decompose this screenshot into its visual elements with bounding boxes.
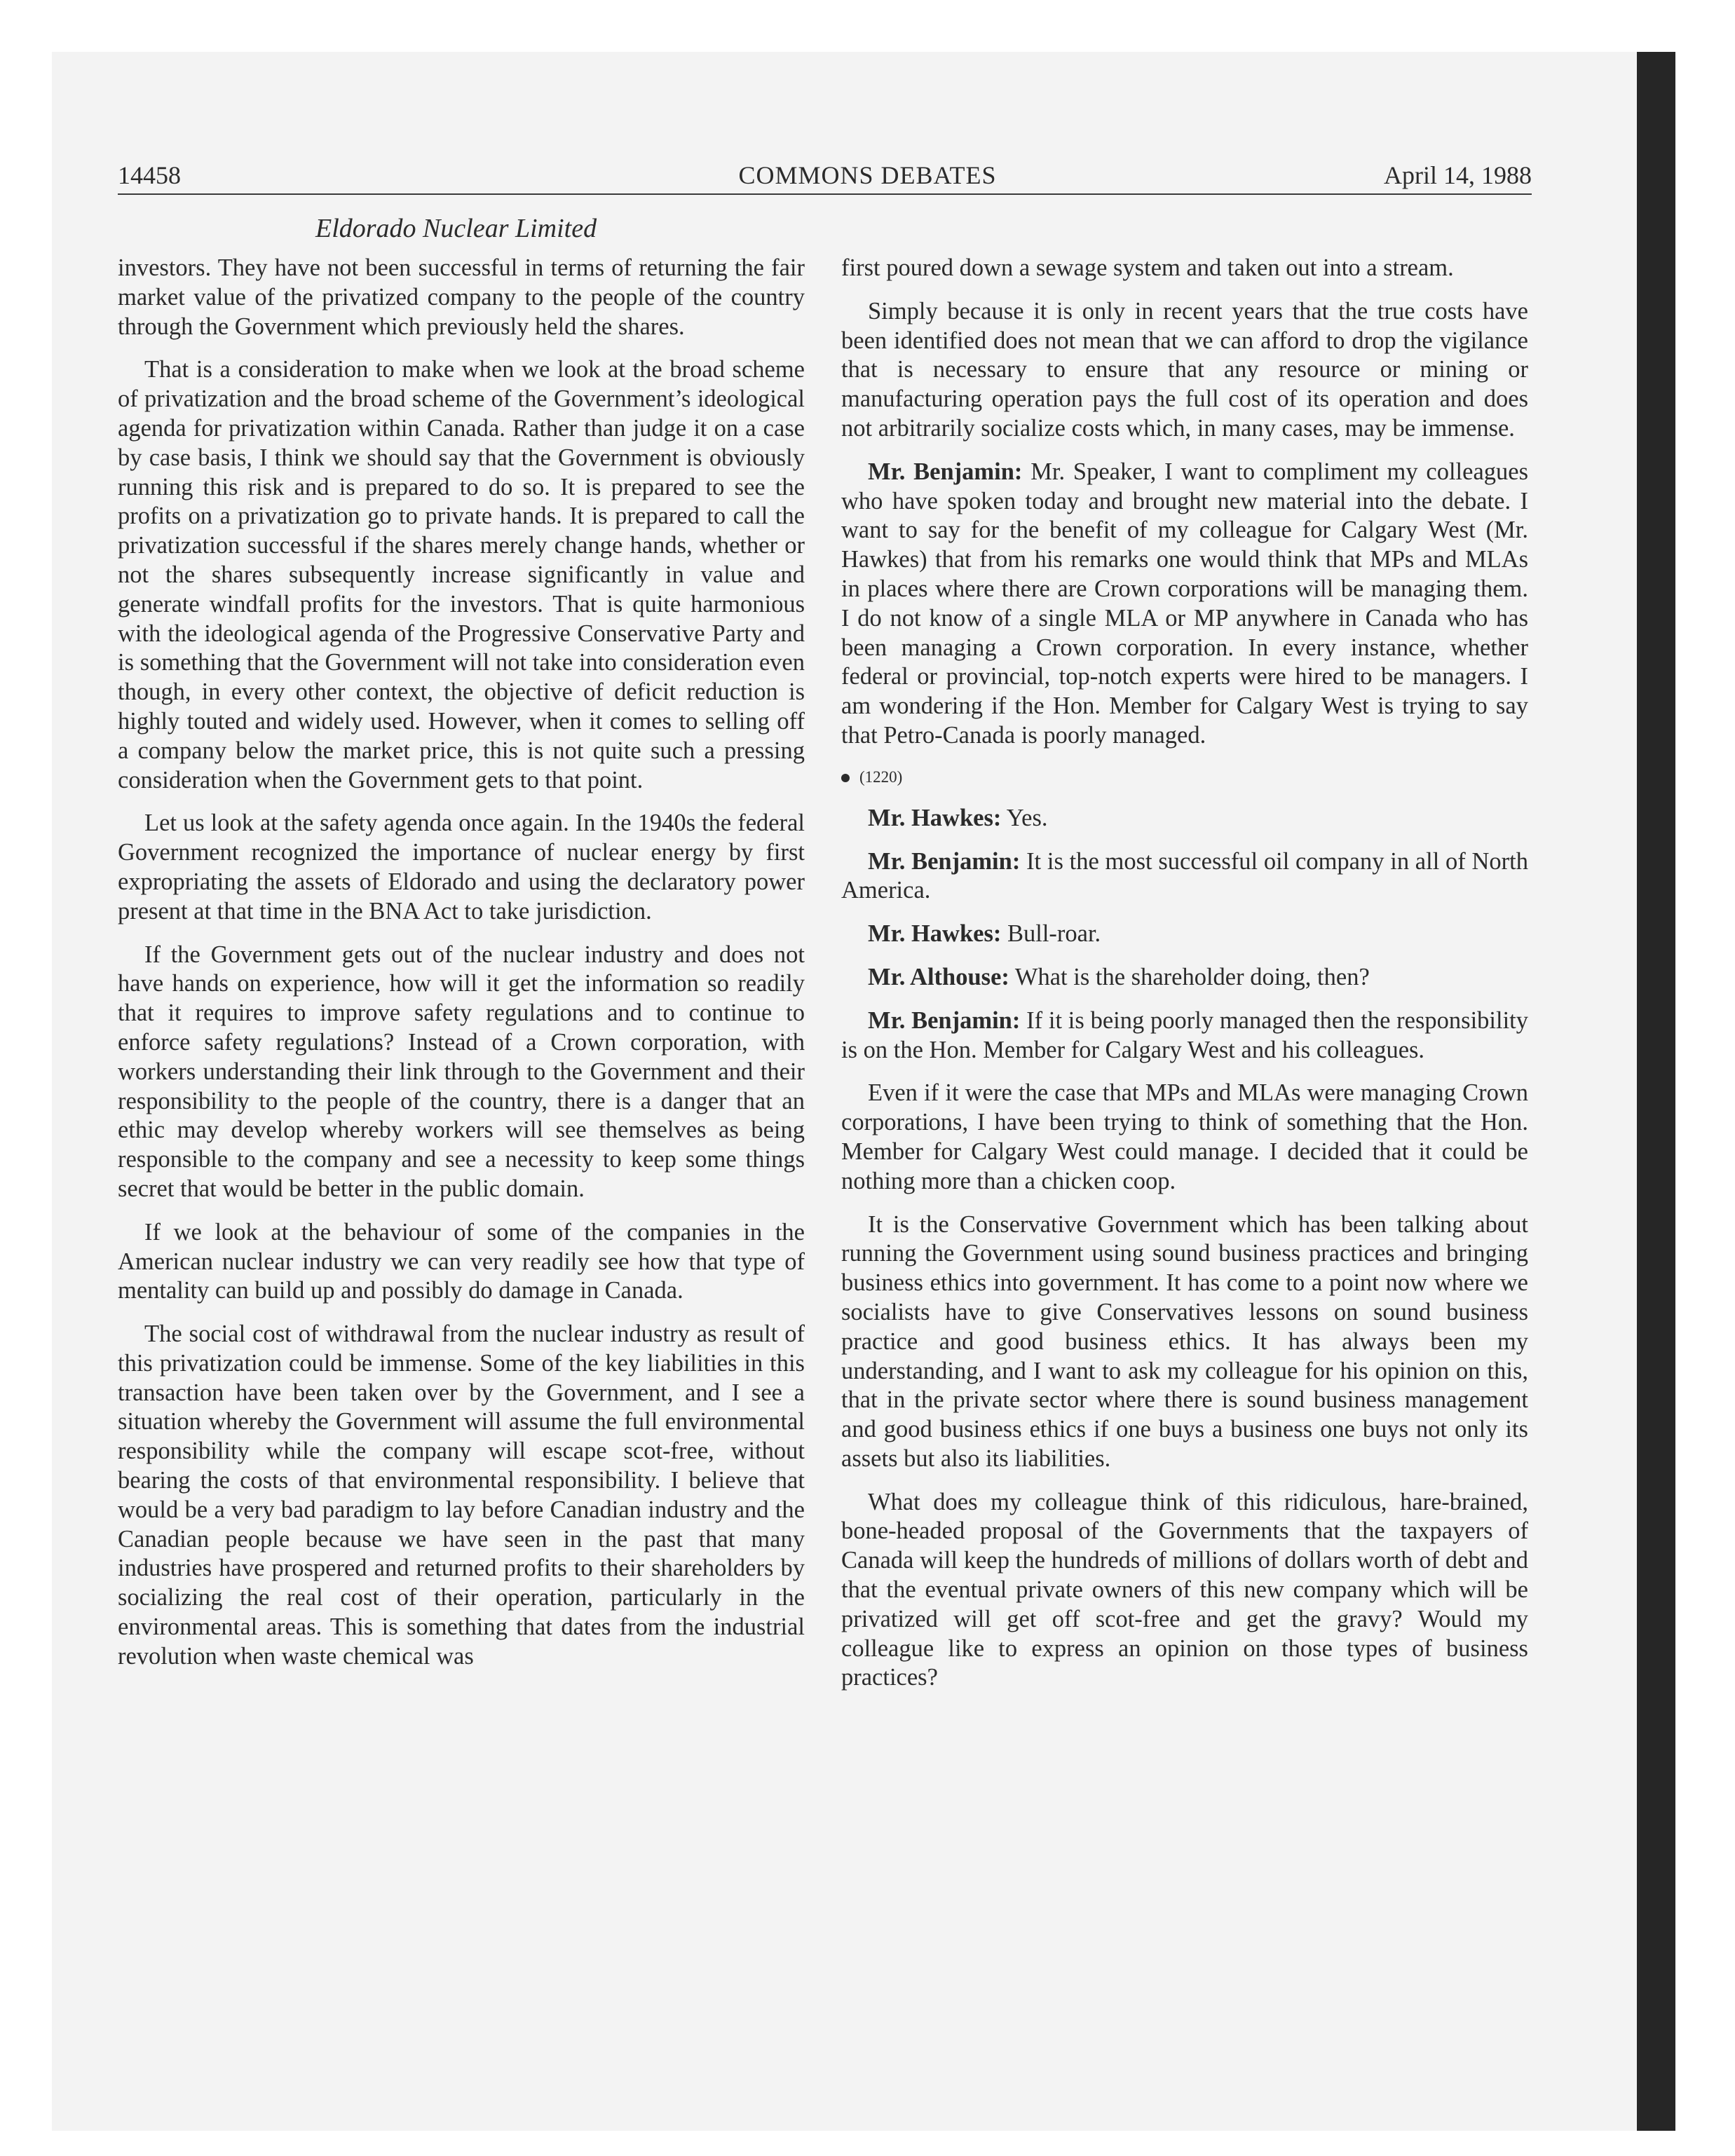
speech-text: It is the most successful oil company in all of North America. bbox=[841, 847, 1528, 904]
right-column bbox=[841, 254, 1528, 1707]
body-paragraph: Even if it were the case that MPs and MLAs were managing Crown corporations, I have been trying to think of something that the Hon. Member for Calgary West could manage. I decided that it could be nothing more than a chicken coop. bbox=[841, 1079, 1528, 1194]
body-paragraph: Simply because it is only in recent years that the true costs have been identified does not mean that we can afford to drop the vigilance that is necessary to ensure that any resource or mining or manufacturing operation pays the full cost of its operation and does not arbitrarily socialize costs which, in many cases, may be immense. bbox=[841, 297, 1528, 442]
body-paragraph: first poured down a sewage system and taken out into a stream. bbox=[841, 254, 1454, 281]
speech-paragraph bbox=[841, 847, 1528, 906]
bullet-icon bbox=[841, 774, 850, 782]
speech-paragraph bbox=[841, 1007, 1528, 1065]
body-paragraph: It is the Conservative Government which has been talking about running the Government using sound business practices and bringing business ethics into government. It has come to a point now where we socialists have to give Conservatives lessons on sound business practice and good business ethics. It has always been my understanding, and I want to ask my colleague for his opinion on this, that in the private sector where there is sound business management and good business ethics if one buys a business one buys not only its assets but also its liabilities. bbox=[841, 1210, 1528, 1472]
journal-title: COMMONS DEBATES bbox=[738, 161, 997, 189]
time-marker-text: (1220) bbox=[859, 767, 903, 786]
speech-paragraph bbox=[841, 804, 1528, 833]
page-number: 14458 bbox=[118, 161, 181, 189]
body-paragraph: If we look at the behaviour of some of the companies in the American nuclear industry we can very readily see how that type of mentality can build up and possibly do damage in Canada. bbox=[118, 1218, 805, 1304]
body-paragraph: That is a consideration to make when we look at the broad scheme of privatization and the broad scheme of the Government’s ideological agenda for privatization within Canada. Rather than judge it on a case by case basis, I think we should say that the Government is obviously running this risk and is prepared to do so. It is prepared to see the profits on a privatization go to private hands. It is prepared to call the privatization successful if the shares merely change hands, whether or not the shares subsequently increase significantly in value and generate windfall profits for the investors. That is quite harmonious with the ideological agenda of the Progressive Conservative Party and is something that the Government will not take into consideration even though, in every other context, the objective of deficit reduction is highly touted and widely used. However, when it comes to selling off a company below the market price, this is not quite such a pressing consideration when the Government gets to that point. bbox=[118, 356, 805, 793]
speaker-name: Mr. Benjamin: bbox=[868, 1007, 1021, 1034]
header-date: April 14, 1988 bbox=[1384, 161, 1532, 189]
speech-paragraph bbox=[841, 458, 1528, 751]
speech-paragraph bbox=[841, 963, 1528, 992]
speaker-name: Mr. Althouse: bbox=[868, 963, 1009, 990]
speech-text: Bull-roar. bbox=[1001, 920, 1101, 948]
body-paragraph: investors. They have not been successful in terms of returning the fair market value of the privatized company to the people of the country through the Government which previously held the shares. bbox=[118, 254, 805, 340]
speaker-name: Mr. Benjamin: bbox=[868, 458, 1023, 485]
speech-text: Yes. bbox=[1001, 804, 1048, 831]
speech-text: If it is being poorly managed then the responsibility is on the Hon. Member for Calgary West and his colleagues. bbox=[841, 1007, 1529, 1063]
body-paragraph: The social cost of withdrawal from the nuclear industry as result of this privatization could be immense. Some of the key liabilities in this transaction have been taken over by the Government, and I see a situation whereby the Government will assume the full environmental responsibility while the company will escape scot-free, without bearing the costs of that environmental responsibility. I believe that would be a very bad paradigm to lay before Canadian industry and the Canadian people because we have seen in the past that many industries have prospered and returned profits to their shareholders by socializing the real cost of their operation, particularly in the environmental areas. This is something that dates from the industrial revolution when waste chemical was bbox=[118, 1321, 805, 1670]
header-rule bbox=[118, 193, 1532, 195]
speaker-name: Mr. Hawkes: bbox=[868, 920, 1002, 948]
speech-text: Mr. Speaker, I want to compliment my colleagues who have spoken today and brought new material into the debate. I want to say for the benefit of my colleague for Calgary West (Mr. Hawkes) that from his remarks one would think that MPs and MLAs in places where there are Crown corporations will be managing them. I do not know of a single MLA or MP anywhere in Canada who has been managing a Crown corporation. In every instance, whether federal or provincial, top-notch experts were hired to be managers. I am wondering if the Hon. Member for Calgary West is trying to say that Petro-Canada is poorly managed. bbox=[841, 458, 1528, 749]
body-paragraph: Let us look at the safety agenda once again. In the 1940s the federal Government recognized the importance of nuclear energy by first expropriating the assets of Eldorado and using the declaratory power present at that time in the BNA Act to take jurisdiction. bbox=[118, 810, 805, 925]
speech-text: What is the shareholder doing, then? bbox=[1009, 963, 1370, 990]
speaker-name: Mr. Hawkes: bbox=[868, 804, 1002, 831]
time-marker bbox=[841, 765, 1528, 790]
section-title: Eldorado Nuclear Limited bbox=[315, 214, 597, 243]
body-paragraph: What does my colleague think of this ridiculous, hare-brained, bone-headed proposal of the Governments that the taxpayers of Canada will keep the hundreds of millions of dollars worth of debt and that the eventual private owners of this new company which will be privatized will get off scot-free and get the gravy? Would my colleague like to express an opinion on those types of business practices? bbox=[841, 1488, 1528, 1691]
left-column bbox=[118, 254, 805, 1686]
speaker-name: Mr. Benjamin: bbox=[868, 847, 1021, 875]
speech-paragraph bbox=[841, 920, 1528, 949]
scan-edge-bar bbox=[1637, 52, 1675, 2131]
body-paragraph: If the Government gets out of the nuclear industry and does not have hands on experience, how will it get the information so readily that it requires to improve safety regulations and to continue to enforce safety regulations? Instead of a Crown corporation, with workers understanding their link through to the Government and their responsibility to the people of the country, there is a danger that an ethic may develop whereby workers will see themselves as being responsible to the company and see a necessity to keep some things secret that would be better in the public domain. bbox=[118, 941, 805, 1202]
